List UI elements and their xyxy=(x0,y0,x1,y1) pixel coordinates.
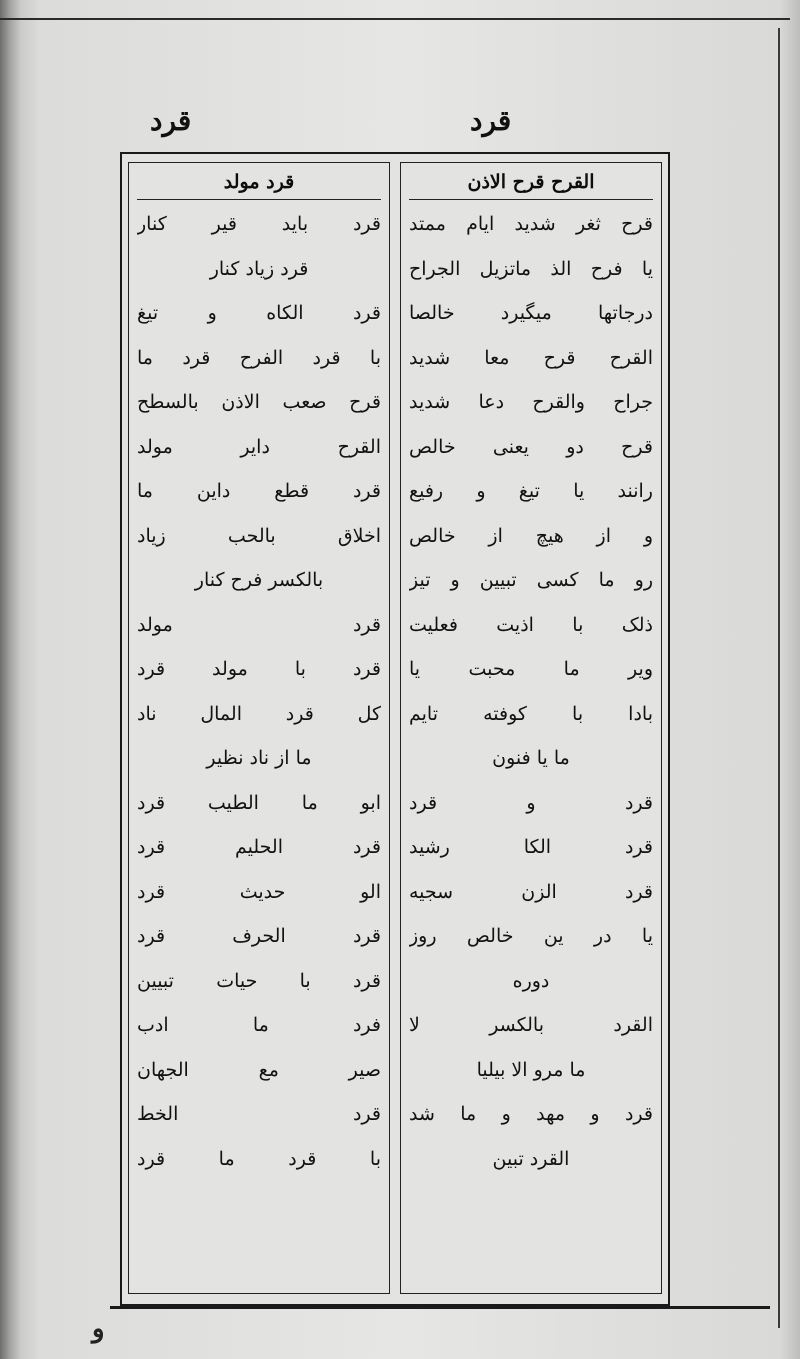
text-line: القرد بالکسر لا xyxy=(409,1014,653,1036)
text-line: قرد الزن سجیه xyxy=(409,880,653,903)
text-line: جراح والقرح دعا شدید xyxy=(409,391,653,413)
text-line: کل قرد المال ناد xyxy=(137,702,381,725)
text-line: ابو ما الطیب قرد xyxy=(137,791,381,814)
text-line: قرد الحرف قرد xyxy=(137,925,381,947)
text-line: رانند یا تیغ و رفیع xyxy=(409,480,653,502)
text-line: با قرد الفرح قرد ما xyxy=(137,346,381,369)
frame-bottom-rule xyxy=(110,1306,770,1309)
text-line: یا فرح الذ ماتزیل الجراح xyxy=(409,257,653,280)
text-line: با قرد ما قرد xyxy=(137,1147,381,1170)
text-line: و از هیچ از خالص xyxy=(409,524,653,547)
text-line: فرد ما ادب xyxy=(137,1014,381,1036)
text-line: القرح دایر مولد xyxy=(137,435,381,458)
header-word-right: قرد xyxy=(470,104,512,137)
text-line: قرد و قرد xyxy=(409,791,653,814)
text-line: قرد زیاد کنار xyxy=(209,257,309,280)
text-line: درجاتها میگیرد خالصا xyxy=(409,302,653,324)
book-binding-shadow xyxy=(0,0,22,1359)
text-line: قرح دو یعنی خالص xyxy=(409,435,653,458)
text-line: ذلک با اذیت فعلیت xyxy=(409,613,653,636)
text-line: یا در ین خالص روز xyxy=(409,925,653,947)
text-line: قرد قطع داین ما xyxy=(137,480,381,502)
text-line: ما یا فنون xyxy=(492,747,570,769)
text-line: القرح قرح معا شدید xyxy=(409,346,653,369)
page-top-edge xyxy=(0,18,790,24)
right-column-title: القرح قرح الاذن xyxy=(409,167,653,200)
text-line: بالکسر فرح کنار xyxy=(194,569,324,591)
text-line: قرد الکا رشید xyxy=(409,836,653,858)
text-line: صیر مع الجهان xyxy=(137,1058,381,1081)
text-line: قرد باید قیر کنار xyxy=(137,213,381,235)
catchword: و xyxy=(92,1314,105,1344)
left-column-title: قرد مولد xyxy=(137,167,381,200)
text-line: قرد و مهد و ما شد xyxy=(409,1103,653,1125)
text-line: قرح صعب الاذن بالسطح xyxy=(137,391,381,413)
text-line: ما از ناد نظیر xyxy=(206,747,312,769)
text-line: قرد الخط xyxy=(137,1103,381,1125)
text-line: ما مرو الا بیلیا xyxy=(476,1058,586,1081)
text-line: بادا با کوفته تایم xyxy=(409,702,653,725)
header-word-left: قرد xyxy=(150,104,192,137)
text-line: قرد الحلیم قرد xyxy=(137,836,381,858)
text-line: القرد تبین xyxy=(492,1147,570,1170)
text-line: الو حدیث قرد xyxy=(137,880,381,903)
left-column xyxy=(128,162,390,1294)
text-line: قرد با مولد قرد xyxy=(137,658,381,680)
right-column xyxy=(400,162,662,1294)
text-frame xyxy=(120,152,670,1306)
text-line: قرد الکاه و تیغ xyxy=(137,302,381,324)
text-line: رو ما کسی تبیین و تیز xyxy=(409,569,653,591)
text-line: ویر ما محبت یا xyxy=(409,658,653,680)
page-right-edge xyxy=(778,28,780,1328)
text-line: دوره xyxy=(512,969,550,992)
text-line: اخلاق بالحب زیاد xyxy=(137,524,381,547)
text-line: قرد با حیات تبیین xyxy=(137,969,381,992)
text-line: قرد مولد xyxy=(137,613,381,636)
text-line: قرح ثغر شدید ایام ممتد xyxy=(409,213,653,235)
